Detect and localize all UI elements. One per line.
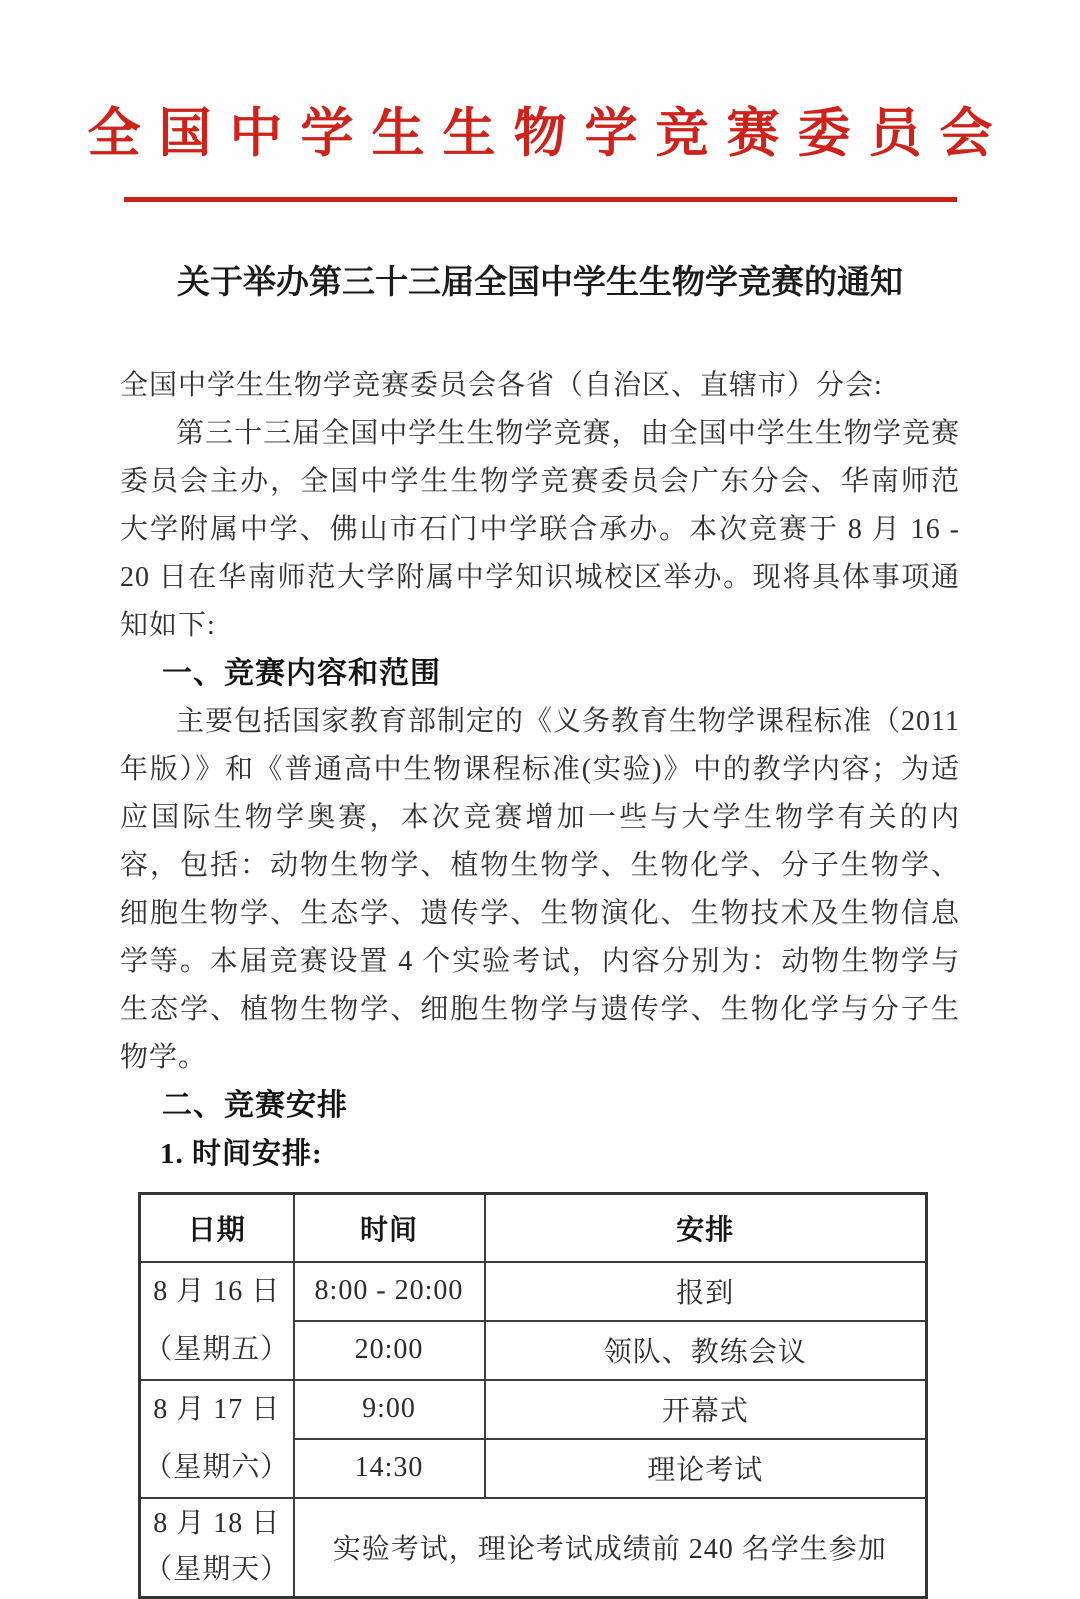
column-header-time: 时间: [294, 1194, 485, 1262]
schedule-table: [138, 1192, 928, 1599]
date-cell-aug16: [140, 1262, 294, 1380]
document-body: [120, 362, 960, 1599]
document-title: 关于举办第三十三届全国中学生生物学竞赛的通知: [177, 263, 903, 300]
time-cell: 9:00: [294, 1380, 485, 1439]
date-line-2: （星期天）: [144, 1554, 290, 1586]
table-header-row: [140, 1194, 927, 1262]
table-row: [140, 1380, 927, 1439]
time-cell: 20:00: [294, 1321, 485, 1380]
event-cell: 领队、教练会议: [485, 1321, 927, 1380]
time-cell: 14:30: [294, 1439, 485, 1498]
date-line-1: 8 月 16 日: [153, 1275, 281, 1307]
letterhead-org-name: 全国中学生生物学竞赛委员会: [87, 104, 1011, 163]
event-cell: 理论考试: [485, 1439, 927, 1498]
letterhead-divider-rule: [124, 197, 957, 202]
intro-paragraph: 第三十三届全国中学生生物学竞赛，由全国中学生生物学竞赛委员会主办，全国中学生生物学竞赛委员会广东分会、华南师范大学附属中学、佛山市石门中学联合承办。本次竞赛于 8 月 16 - 20 日在华南师范大学附属中学知识城校区举办。现将具体事项通知如下:: [120, 418, 960, 641]
salutation-line: 全国中学生生物学竞赛委员会各省（自治区、直辖市）分会:: [120, 370, 883, 401]
date-line-1: 8 月 17 日: [153, 1393, 281, 1425]
date-cell-aug17: [140, 1380, 294, 1498]
table-row: [140, 1498, 927, 1598]
column-header-date: 日期: [140, 1194, 294, 1262]
event-cell: 报到: [485, 1262, 927, 1321]
section-2-subheading: 1. 时间安排:: [160, 1138, 323, 1170]
section-1-heading: 一、竞赛内容和范围: [162, 657, 441, 690]
section-2-heading: 二、竞赛安排: [162, 1089, 348, 1122]
event-cell: 开幕式: [485, 1380, 927, 1439]
table-row: [140, 1262, 927, 1321]
date-line-2: （星期五）: [144, 1333, 290, 1365]
section-1-paragraph: 主要包括国家教育部制定的《义务教育生物学课程标准（2011 年版）》和《普通高中生物课程标准(实验)》中的教学内容；为适应国际生物学奥赛，本次竞赛增加一些与大学生物学有关的内容，包括：动物生物学、植物生物学、生物化学、分子生物学、细胞生物学、生态学、遗传学、生物演化、生物技术及生物信息学等。本届竞赛设置 4 个实验考试，内容分别为：动物生物学与生态学、植物生物学、细胞生物学与遗传学、生物化学与分子生物学。: [120, 706, 960, 1073]
date-line-1: 8 月 18 日: [153, 1508, 281, 1540]
merged-event-cell: 实验考试，理论考试成绩前 240 名学生参加: [294, 1498, 927, 1598]
column-header-event: 安排: [485, 1194, 927, 1262]
date-line-2: （星期六）: [144, 1451, 290, 1483]
date-cell-aug18: [140, 1498, 294, 1598]
time-cell: 8:00 - 20:00: [294, 1262, 485, 1321]
